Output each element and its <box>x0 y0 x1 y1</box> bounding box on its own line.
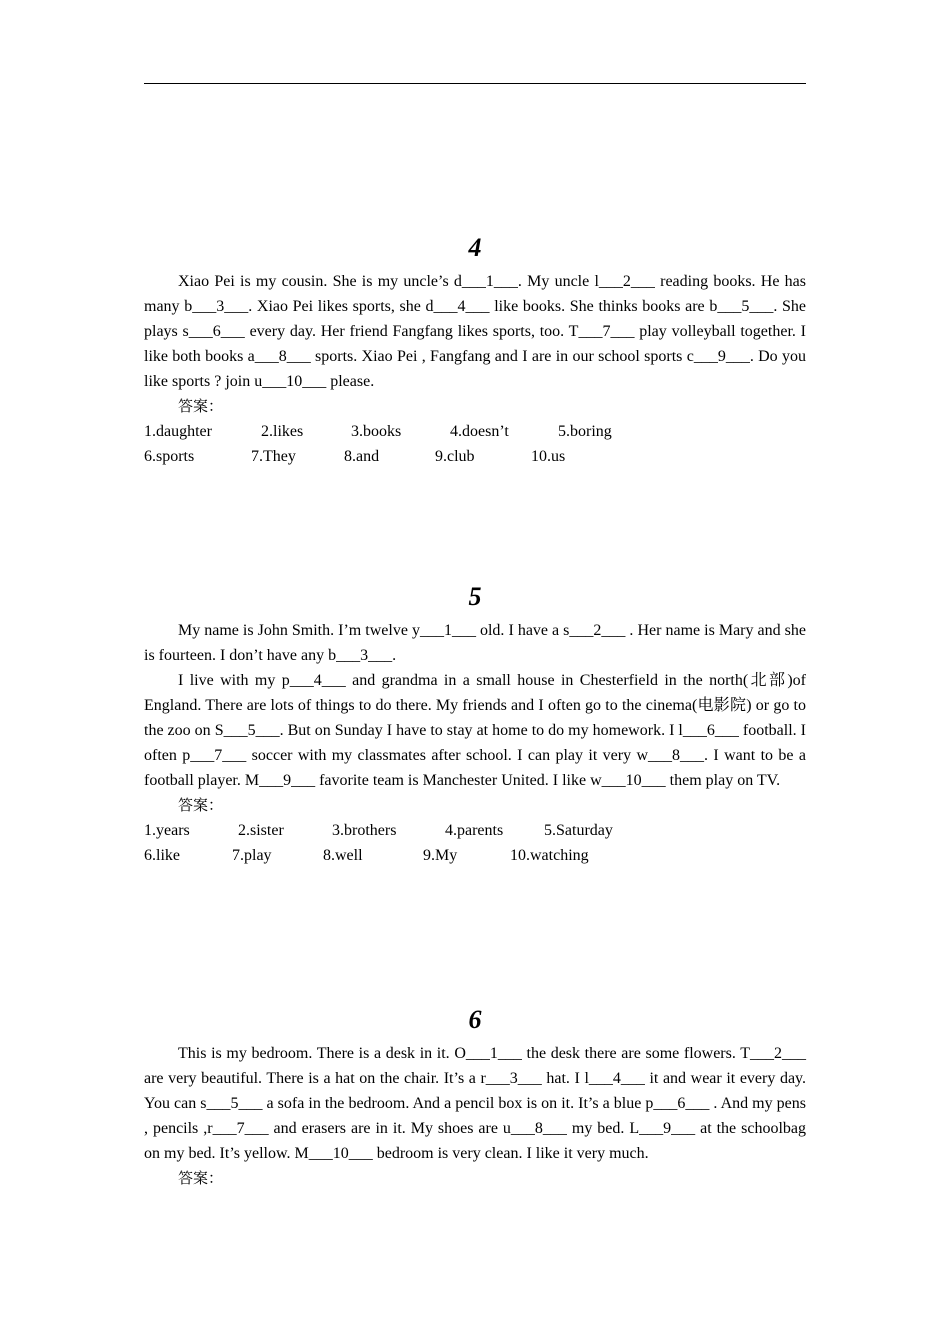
answer-item: 5.Saturday <box>544 822 613 839</box>
answer-item: 8.and <box>344 448 380 465</box>
section-number: 6 <box>468 1005 482 1034</box>
section-4 <box>144 233 806 469</box>
answer-label: 答案： <box>178 796 224 814</box>
answer-item: 2.likes <box>261 423 304 440</box>
answer-item: 8.well <box>323 847 363 864</box>
answer-row <box>144 818 806 843</box>
passage-paragraph: I live with my p___4___ and grandma in a small house in Chesterfield in the north(北部)of England. There are lots of things to do there. My friends and I often go to the cinema(电影院) or go to the zoo on S___5___. But on Sunday I have to stay at home to do my homework. I l___6___ football. I often p___7___ soccer with my classmates after school. I can play it very w___8___. I want to be a football player. M___9___ favorite team is Manchester United. I like w___10___ them play on TV. <box>144 672 806 789</box>
answer-label: 答案： <box>178 397 224 415</box>
answer-item: 6.like <box>144 847 180 864</box>
answer-row <box>144 843 806 868</box>
section-6 <box>144 1005 806 1191</box>
answer-item: 10.watching <box>510 847 589 864</box>
answer-item: 5.boring <box>558 423 612 440</box>
section-5 <box>144 582 806 868</box>
answer-row <box>144 419 806 444</box>
answer-item: 3.brothers <box>332 822 397 839</box>
answer-item: 1.daughter <box>144 423 212 440</box>
answer-item: 9.club <box>435 448 475 465</box>
answer-item: 9.My <box>423 847 458 864</box>
answer-item: 10.us <box>531 448 566 465</box>
answer-label: 答案： <box>178 1169 224 1187</box>
answer-item: 4.doesn’t <box>450 423 509 440</box>
section-number: 4 <box>468 233 482 262</box>
section-number: 5 <box>468 582 482 611</box>
passage-paragraph: Xiao Pei is my cousin. She is my uncle’s d___1___. My uncle l___2___ reading books. He has many b___3___. Xiao Pei likes sports, she d___4___ like books. She thinks books are b___5___. She plays s___6___ every day. Her friend Fangfang likes sports, too. T___7___ play volleyball together. I like both books a___8___ sports. Xiao Pei , Fangfang and I are in our school sports c___9___. Do you like sports ? join u___10___ please. <box>144 273 806 390</box>
header-rule <box>144 83 806 84</box>
passage-paragraph: This is my bedroom. There is a desk in it. O___1___ the desk there are some flowers. T___2___ are very beautiful. There is a hat on the chair. It’s a r___3___ hat. I l___4___ it and wear it every day. You can s___5___ a sofa in the bedroom. And a pencil box is on it. It’s a blue p___6___ . And my pens , pencils ,r___7___ and erasers are in it. My shoes are u___8___ my bed. L___9___ at the schoolbag on my bed. It’s yellow. M___10___ bedroom is very clean. I like it very much. <box>144 1045 806 1162</box>
answer-item: 2.sister <box>238 822 284 839</box>
answer-item: 4.parents <box>445 822 504 839</box>
answer-item: 1.years <box>144 822 190 839</box>
answer-row <box>144 444 806 469</box>
passage-paragraph: My name is John Smith. I’m twelve y___1___ old. I have a s___2___ . Her name is Mary and she is fourteen. I don’t have any b___3___. <box>144 622 806 664</box>
answer-item: 7.play <box>232 847 272 864</box>
answer-item: 3.books <box>351 423 402 440</box>
answer-item: 7.They <box>251 448 296 465</box>
answer-item: 6.sports <box>144 448 195 465</box>
